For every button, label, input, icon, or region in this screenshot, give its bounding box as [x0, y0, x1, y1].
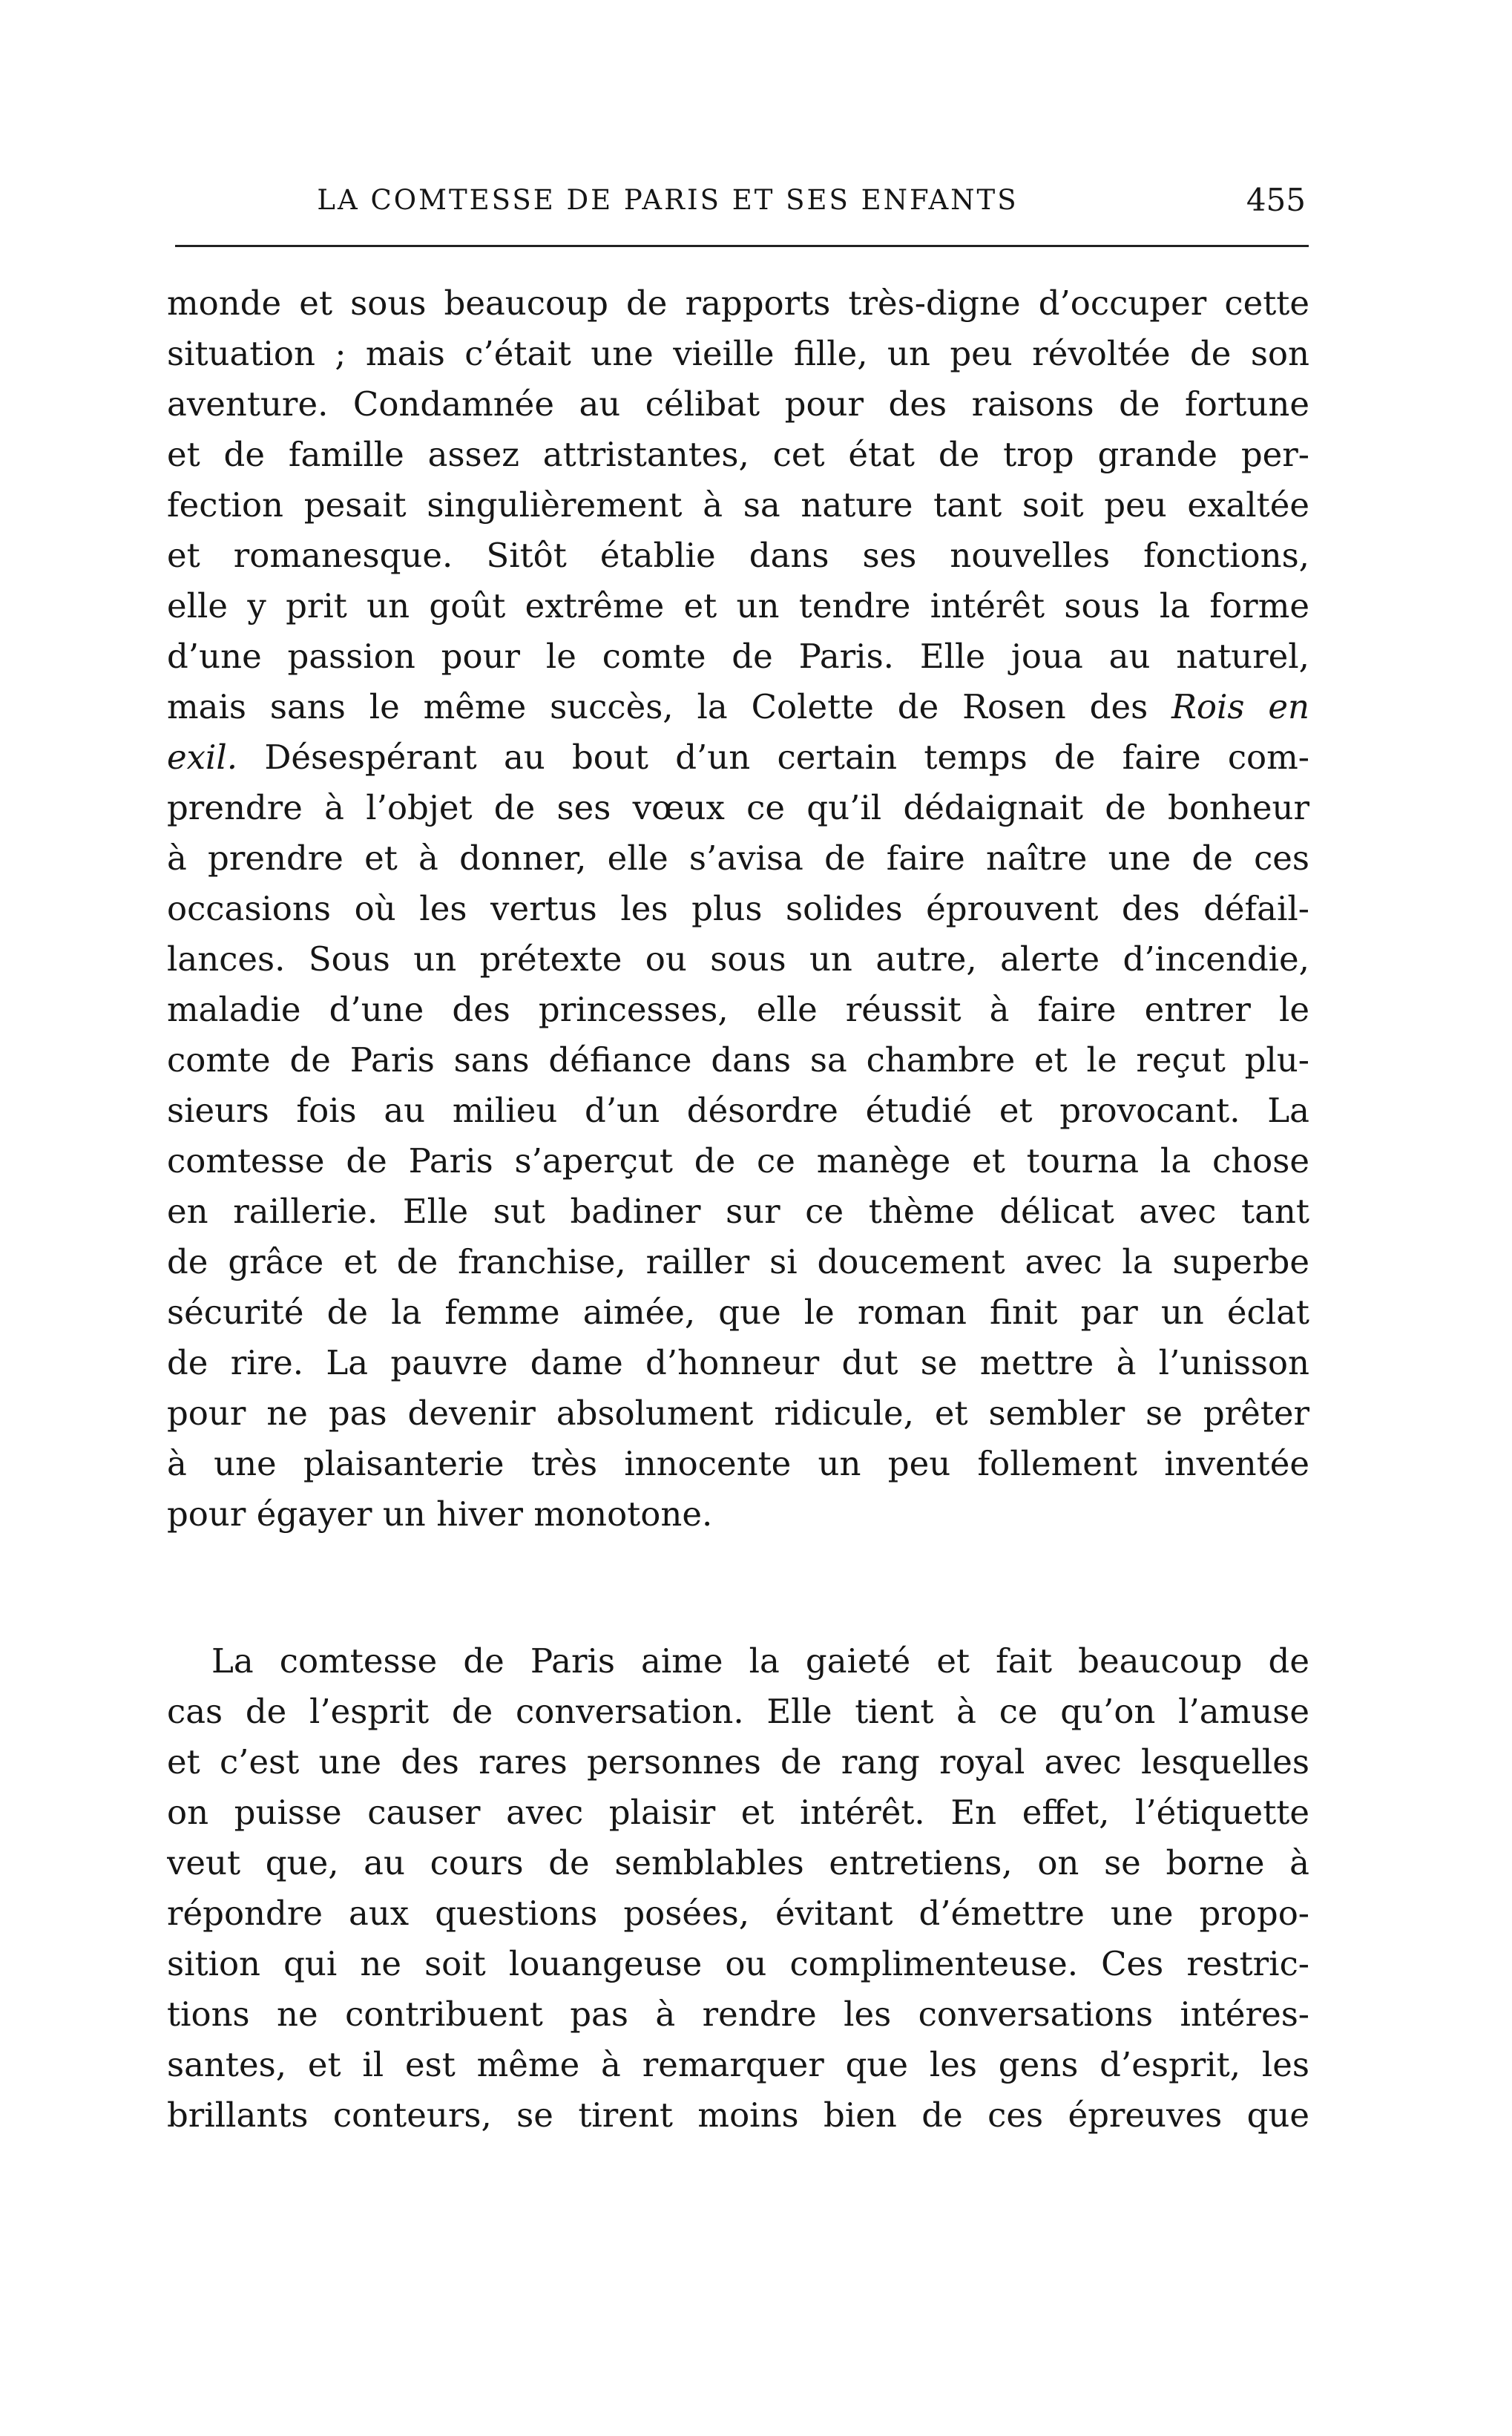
text-line: La comtesse de Paris aime la gaieté et fait beaucoup de [211, 1641, 1309, 1681]
text-line: brillants conteurs, se tirent moins bien de ces épreuves que [167, 2095, 1309, 2135]
text-line: à prendre et à donner, elle s’avisa de faire naître une de ces [167, 838, 1309, 878]
header-rule [175, 245, 1309, 247]
text-line: d’une passion pour le comte de Paris. Elle joua au naturel, [167, 637, 1309, 676]
text-line: maladie d’une des princesses, elle réussit à faire entrer le [167, 990, 1309, 1029]
text-line: de rire. La pauvre dame d’honneur dut se mettre à l’unisson [167, 1343, 1309, 1382]
text-line: santes, et il est même à remarquer que les gens d’esprit, les [167, 2045, 1309, 2084]
text-line: pour égayer un hiver monotone. [167, 1494, 713, 1534]
text-line: cas de l’esprit de conversation. Elle tient à ce qu’on l’amuse [167, 1692, 1309, 1731]
text-run: Désespérant au bout d’un certain temps de faire com- [237, 738, 1309, 777]
text-line: elle y prit un goût extrême et un tendre intérêt sous la forme [167, 586, 1309, 626]
text-line: aventure. Condamnée au célibat pour des raisons de fortune [167, 384, 1309, 424]
text-line: fection pesait singulièrement à sa nature tant soit peu exaltée [167, 485, 1309, 525]
italic-title: Rois en [1171, 687, 1309, 726]
text-line: et de famille assez attristantes, cet état de trop grande per- [167, 435, 1309, 474]
text-run: mais sans le même succès, la Colette de Rosen des [167, 687, 1172, 726]
paragraph-spacer [167, 1540, 1309, 1636]
text-line: sieurs fois au milieu d’un désordre étudié et provocant. La [167, 1091, 1309, 1130]
text-line: en raillerie. Elle sut badiner sur ce thème délicat avec tant [167, 1192, 1309, 1231]
text-line: sition qui ne soit louangeuse ou complimenteuse. Ces restric- [167, 1944, 1309, 1983]
text-line: de grâce et de franchise, railler si doucement avec la superbe [167, 1242, 1309, 1281]
text-line: pour ne pas devenir absolument ridicule, et sembler se prêter [167, 1393, 1309, 1433]
running-title: LA COMTESSE DE PARIS ET SES ENFANTS [317, 184, 1019, 216]
text-line: occasions où les vertus les plus solides éprouvent des défail- [167, 889, 1309, 928]
text-line: on puisse causer avec plaisir et intérêt. En effet, l’étiquette [167, 1793, 1309, 1832]
text-line: monde et sous beaucoup de rapports très-digne d’occuper cette [167, 283, 1309, 323]
paragraph-1 [167, 278, 1309, 1540]
text-line: répondre aux questions posées, évitant d’émettre une propo- [167, 1894, 1309, 1933]
text-line: tions ne contribuent pas à rendre les conversations intéres- [167, 1995, 1309, 2034]
text-line: prendre à l’objet de ses vœux ce qu’il dédaignait de bonheur [167, 788, 1309, 827]
text-line: sécurité de la femme aimée, que le roman finit par un éclat [167, 1293, 1309, 1332]
text-line: situation ; mais c’était une vieille fille, un peu révoltée de son [167, 334, 1309, 373]
text-line: et c’est une des rares personnes de rang royal avec lesquelles [167, 1742, 1309, 1782]
text-line-with-italic [167, 682, 1309, 732]
text-line: lances. Sous un prétexte ou sous un autre, alerte d’incendie, [167, 939, 1309, 979]
page-number: 455 [1246, 182, 1306, 218]
text-line: veut que, au cours de semblables entretiens, on se borne à [167, 1843, 1309, 1882]
body-text [167, 278, 1309, 2141]
text-line: à une plaisanterie très innocente un peu follement inventée [167, 1444, 1309, 1483]
text-line: et romanesque. Sitôt établie dans ses nouvelles fonctions, [167, 536, 1309, 575]
text-line: comte de Paris sans défiance dans sa chambre et le reçut plu- [167, 1040, 1309, 1080]
italic-title: exil. [167, 738, 238, 777]
text-line: comtesse de Paris s’aperçut de ce manège et tourna la chose [167, 1141, 1309, 1181]
text-line-with-italic [167, 732, 1309, 783]
paragraph-2 [167, 1636, 1309, 2141]
running-head [178, 178, 1306, 223]
